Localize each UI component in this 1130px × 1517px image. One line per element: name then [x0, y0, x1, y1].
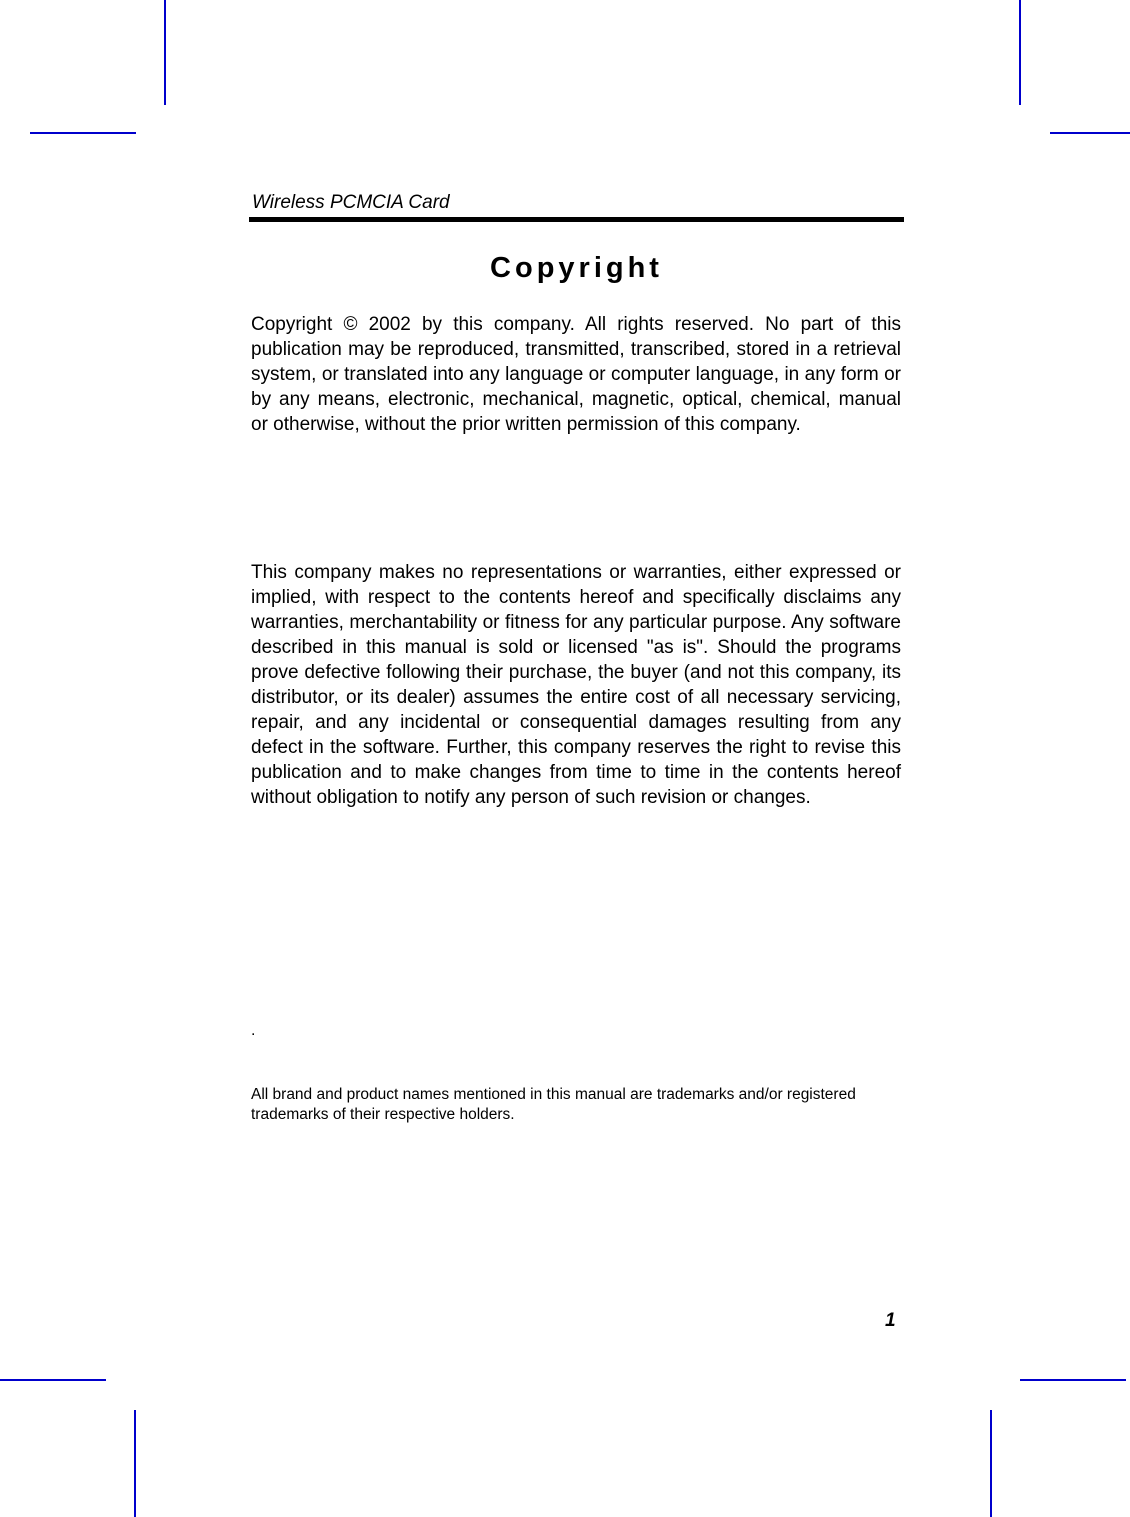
crop-mark-top-left-vertical	[164, 0, 166, 105]
crop-mark-top-right-vertical	[1019, 0, 1021, 105]
crop-mark-bottom-left-vertical	[134, 1410, 136, 1517]
crop-mark-top-left-horizontal	[30, 132, 136, 134]
stray-dot: .	[251, 1022, 256, 1039]
header-rule	[249, 217, 904, 222]
page-title: Copyright	[490, 252, 663, 284]
crop-mark-top-right-horizontal	[1050, 132, 1130, 134]
crop-mark-bottom-right-horizontal	[1020, 1379, 1126, 1381]
copyright-paragraph: Copyright © 2002 by this company. All rights reserved. No part of this publication may be reproduced, transmitted, transcribed, stored in a retrieval system, or translated into any language or computer language, in any form or by any means, electronic, mechanical, magnetic, optical, chemical, manual or otherwise, without the prior written permission of this company.	[251, 314, 901, 435]
trademark-notice: All brand and product names mentioned in this manual are trademarks and/or registered trademarks of their respective holders.	[251, 1086, 856, 1123]
crop-mark-bottom-right-vertical	[990, 1410, 992, 1517]
crop-mark-bottom-left-horizontal	[0, 1379, 106, 1381]
running-header: Wireless PCMCIA Card	[252, 192, 450, 213]
page-number: 1	[885, 1310, 896, 1331]
warranty-paragraph: This company makes no representations or warranties, either expressed or implied, with respect to the contents hereof and specifically disclaims any warranties, merchantability or fitness for any particular purpose. Any software described in this manual is sold or licensed "as is". Should the programs prove defective following their purchase, the buyer (and not this company, its distributor, or its dealer) assumes the entire cost of all necessary servicing, repair, and any incidental or consequential damages resulting from any defect in the software. Further, this company reserves the right to revise this publication and to make changes from time to time in the contents hereof without obligation to notify any person of such revision or changes.	[251, 562, 901, 808]
